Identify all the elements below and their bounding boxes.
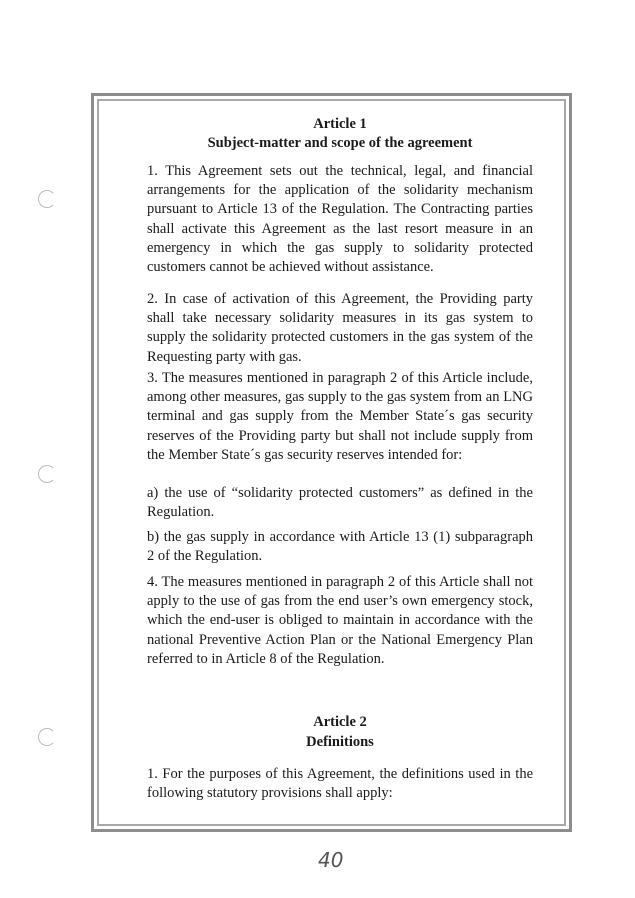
article-1-title: Article 1	[313, 116, 367, 132]
article-1-paragraph-2: 2. In case of activation of this Agreement, the Providing party shall take necessary solidarity measures in its gas system to supply the solidarity protected customers in the gas system of the Requesting party with gas.	[147, 291, 533, 365]
article-1-paragraph-3: 3. The measures mentioned in paragraph 2 of this Article include, among other measures, gas supply to the gas system from an LNG terminal and gas supply from the Member State´s gas security reserves of the Providing party but shall not include supply from the Member State´s gas security reserves intended for:	[147, 370, 533, 463]
article-1-item-a: a) the use of “solidarity protected customers” as defined in the Regulation.	[147, 485, 533, 521]
punch-hole-mark	[38, 190, 56, 208]
punch-hole-mark	[38, 465, 56, 483]
article-1-paragraph-1: 1. This Agreement sets out the technical, legal, and financial arrangements for the application of the solidarity mechanism pursuant to Article 13 of the Regulation. The Contracting parties shall activate this Agreement as the last resort measure in an emergency in which the gas supply to solidarity protected customers cannot be achieved without assistance.	[147, 163, 533, 276]
article-2-subtitle: Definitions	[306, 734, 374, 750]
punch-hole-mark	[38, 728, 56, 746]
article-1-paragraph-4: 4. The measures mentioned in paragraph 2 of this Article shall not apply to the use of gas from the end user’s own emergency stock, which the end-user is obliged to maintain in accordance with the national Preventive Action Plan or the National Emergency Plan referred to in Article 8 of the Regulation.	[147, 574, 533, 667]
article-1-item-b: b) the gas supply in accordance with Article 13 (1) subparagraph 2 of the Regulation.	[147, 529, 533, 565]
article-2-title: Article 2	[313, 714, 367, 730]
article-2-paragraph-1: 1. For the purposes of this Agreement, the definitions used in the following statutory provisions shall apply:	[147, 766, 533, 802]
article-1-subtitle: Subject-matter and scope of the agreement	[207, 135, 473, 151]
page-number: 40	[318, 848, 344, 872]
